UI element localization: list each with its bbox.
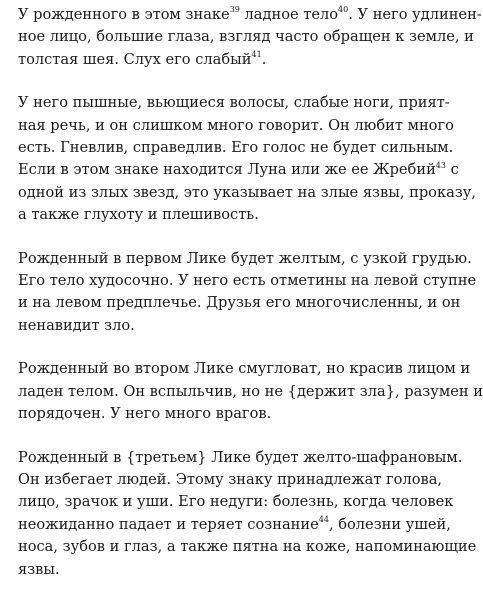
text-run: У рожденного в этом знаке — [18, 6, 230, 23]
text-run: лицо, зрачок и уши. Его недуги: болезнь, когда человек — [18, 493, 454, 511]
text-line — [18, 469, 443, 491]
text-run: одной из злых звезд, это указывает на злые язвы, проказу, — [18, 183, 476, 201]
text-line — [18, 26, 474, 48]
text-line — [18, 292, 461, 314]
text-line — [18, 514, 451, 536]
text-run: Он избегает людей. Этому знаку принадлежат голова, — [18, 470, 443, 488]
text-run: ненавидит зло. — [18, 316, 135, 334]
text-run: Рожденный в {третьем} Лике будет желто-шафрановым. — [18, 448, 463, 466]
text-line — [18, 315, 432, 337]
footnote-marker: 41 — [251, 49, 262, 59]
paragraph — [18, 358, 483, 425]
text-run: . — [261, 50, 267, 68]
text-run: Если в этом знаке находится Луна или же ее Жребий — [18, 161, 436, 179]
text-run: , болезни ушей, — [328, 515, 451, 533]
text-line — [18, 381, 483, 403]
text-line — [18, 559, 432, 581]
text-line — [18, 491, 454, 513]
text-run: язвы. — [18, 560, 60, 578]
text-run: Его тело худосочно. У него есть отметины на левой ступне — [18, 272, 477, 290]
text-line — [18, 159, 459, 181]
text-line — [18, 536, 477, 558]
text-run: У него пышные, вьющиеся волосы, слабые ноги, прият- — [18, 94, 450, 112]
text-run: порядочен. У него много врагов. — [18, 405, 272, 423]
text-run: . У него удлинен- — [348, 6, 482, 23]
footnote-marker: 39 — [229, 5, 240, 15]
paragraph — [18, 447, 477, 581]
text-run: есть. Гневлив, справедлив. Его голос не будет сильным. — [18, 139, 454, 157]
text-run: толстая шея. Слух его слабый — [18, 50, 252, 68]
text-run: с — [445, 161, 459, 179]
text-line — [18, 248, 472, 270]
text-run: ная речь, и он слишком много говорит. Он любит много — [18, 116, 454, 134]
text-run: неожиданно падает и теряет сознание — [18, 515, 319, 533]
paragraph — [18, 92, 476, 226]
footnote-marker: 43 — [435, 160, 446, 170]
document-page — [18, 4, 483, 602]
text-run: ладен телом. Он вспыльчив, но не {держит зла}, разумен и — [18, 382, 483, 400]
footnote-marker: 44 — [318, 514, 329, 524]
text-line — [18, 447, 463, 469]
text-run: ладное тело — [239, 6, 339, 23]
text-line — [18, 115, 454, 137]
footnote-marker: 40 — [338, 5, 349, 15]
paragraph — [18, 4, 482, 71]
text-line — [18, 4, 482, 26]
text-run: Рожденный в первом Лике будет желтым, с узкой грудью. — [18, 249, 472, 267]
text-line — [18, 358, 471, 380]
text-line — [18, 137, 454, 159]
text-line — [18, 270, 477, 292]
text-run: Рожденный во втором Лике смугловат, но красив лицом и — [18, 360, 471, 378]
text-run: ное лицо, большие глаза, взгляд часто обращен к земле, и — [18, 28, 474, 46]
text-line — [18, 204, 432, 226]
text-line — [18, 182, 476, 204]
text-run: носа, зубов и глаз, а также пятна на коже, напоминающие — [18, 538, 477, 556]
paragraph — [18, 248, 477, 338]
text-line — [18, 92, 450, 114]
text-line — [18, 403, 432, 425]
text-run: а также глухоту и плешивость. — [18, 206, 259, 224]
text-run: и на левом предплечье. Друзья его многочисленны, и он — [18, 294, 461, 312]
text-line — [18, 49, 432, 71]
